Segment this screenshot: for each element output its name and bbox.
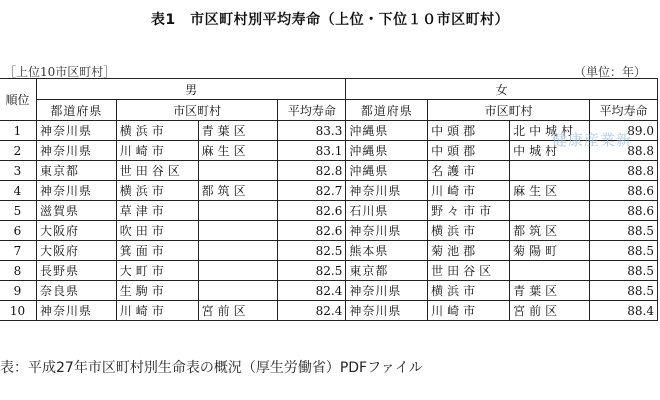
female-life-expectancy-cell: 88.5 [590,281,658,301]
male-life-expectancy-cell: 83.3 [278,121,346,141]
rank-cell: 1 [0,121,36,141]
rank-cell: 3 [0,161,36,181]
male-life-expectancy-cell: 82.4 [278,281,346,301]
female-prefecture-cell: 神奈川県 [346,181,428,201]
male-prefecture-cell: 神奈川県 [36,181,116,201]
female-city-cell: 野々市市 [428,201,510,221]
rank-cell: 10 [0,301,36,321]
male-ward-cell: 青葉区 [198,121,278,141]
female-life-expectancy-cell: 88.4 [590,301,658,321]
table-row [0,221,658,241]
male-life-expectancy-header: 平均寿命 [278,100,346,121]
male-prefecture-cell: 神奈川県 [36,141,116,161]
male-life-expectancy-cell: 82.8 [278,161,346,181]
female-ward-cell: 都筑区 [510,221,590,241]
rank-header: 順位 [0,79,36,121]
male-header: 男 [36,79,345,100]
male-prefecture-cell: 奈良県 [36,281,116,301]
female-prefecture-cell: 沖縄県 [346,141,428,161]
female-city-cell: 菊池郡 [428,241,510,261]
life-expectancy-table [0,78,658,321]
female-ward-cell [510,261,590,281]
male-life-expectancy-cell: 83.1 [278,141,346,161]
female-ward-cell: 中城村 [510,141,590,161]
male-city-cell: 川崎市 [116,301,198,321]
male-city-cell: 世田谷区 [116,161,198,181]
male-ward-cell [198,281,278,301]
female-prefecture-cell: 神奈川県 [346,301,428,321]
female-life-expectancy-cell: 88.6 [590,201,658,221]
male-ward-cell [198,261,278,281]
table-title: 表1 市区町村別平均寿命（上位・下位１０市区町村） [150,12,510,28]
male-prefecture-cell: 滋賀県 [36,201,116,221]
female-life-expectancy-cell: 88.5 [590,221,658,241]
female-city-cell: 横浜市 [428,221,510,241]
male-ward-cell: 麻生区 [198,141,278,161]
male-life-expectancy-cell: 82.5 [278,261,346,281]
female-city-cell: 中頭郡 [428,141,510,161]
female-prefecture-cell: 東京都 [346,261,428,281]
table-row [0,281,658,301]
female-prefecture-cell: 熊本県 [346,241,428,261]
male-prefecture-cell: 神奈川県 [36,301,116,321]
male-city-cell: 箕面市 [116,241,198,261]
female-ward-cell: 菊陽町 [510,241,590,261]
male-life-expectancy-cell: 82.6 [278,221,346,241]
female-ward-cell: 青葉区 [510,281,590,301]
rank-cell: 8 [0,261,36,281]
table-row [0,241,658,261]
rank-cell: 7 [0,241,36,261]
table-row [0,181,658,201]
female-life-expectancy-cell: 88.8 [590,161,658,181]
male-ward-cell [198,221,278,241]
male-ward-cell [198,201,278,221]
male-city-cell: 生駒市 [116,281,198,301]
rank-cell: 5 [0,201,36,221]
table-row [0,201,658,221]
female-city-cell: 名護市 [428,161,510,181]
unit-label: （単位：年） [573,65,646,79]
table-row [0,261,658,281]
table-row [0,161,658,181]
female-city-cell: 川崎市 [428,181,510,201]
male-ward-cell: 宮前区 [198,301,278,321]
rank-cell: 9 [0,281,36,301]
male-ward-cell [198,161,278,181]
female-life-expectancy-cell: 88.5 [590,241,658,261]
rank-cell: 6 [0,221,36,241]
female-city-cell: 川崎市 [428,301,510,321]
male-prefecture-header: 都道府県 [36,100,116,121]
male-city-cell: 草津市 [116,201,198,221]
female-life-expectancy-header: 平均寿命 [590,100,658,121]
female-life-expectancy-cell: 88.8 [590,141,658,161]
male-city-cell: 大町市 [116,261,198,281]
male-ward-cell: 都筑区 [198,181,278,201]
male-prefecture-cell: 大阪府 [36,241,116,261]
male-life-expectancy-cell: 82.5 [278,241,346,261]
male-life-expectancy-cell: 82.7 [278,181,346,201]
female-ward-cell: 宮前区 [510,301,590,321]
section-label: ［上位10市区町村］ [4,65,116,79]
rank-cell: 4 [0,181,36,201]
female-municipality-header: 市区町村 [428,100,590,121]
male-life-expectancy-cell: 82.4 [278,301,346,321]
female-ward-cell: 北中城村 [510,121,590,141]
female-prefecture-cell: 沖縄県 [346,161,428,181]
female-ward-cell [510,161,590,181]
table-row [0,301,658,321]
female-header: 女 [346,79,658,100]
male-prefecture-cell: 東京都 [36,161,116,181]
female-city-cell: 中頭郡 [428,121,510,141]
male-prefecture-cell: 大阪府 [36,221,116,241]
female-prefecture-cell: 沖縄県 [346,121,428,141]
female-life-expectancy-cell: 89.0 [590,121,658,141]
female-city-cell: 横浜市 [428,281,510,301]
male-city-cell: 吹田市 [116,221,198,241]
male-life-expectancy-cell: 82.6 [278,201,346,221]
watermark: 健康産業新 [552,131,633,149]
female-city-cell: 世田谷区 [428,261,510,281]
female-prefecture-cell: 神奈川県 [346,221,428,241]
female-prefecture-header: 都道府県 [346,100,428,121]
rank-cell: 2 [0,141,36,161]
female-life-expectancy-cell: 88.6 [590,181,658,201]
female-life-expectancy-cell: 88.5 [590,261,658,281]
female-ward-cell [510,201,590,221]
male-city-cell: 横浜市 [116,181,198,201]
female-prefecture-cell: 石川県 [346,201,428,221]
male-city-cell: 横浜市 [116,121,198,141]
male-prefecture-cell: 神奈川県 [36,121,116,141]
male-municipality-header: 市区町村 [116,100,278,121]
female-prefecture-cell: 神奈川県 [346,281,428,301]
male-ward-cell [198,241,278,261]
female-ward-cell: 麻生区 [510,181,590,201]
male-prefecture-cell: 長野県 [36,261,116,281]
source-caption: 表：平成27年市区町村別生命表の概況（厚生労働省）PDFファイル [0,360,423,376]
male-city-cell: 川崎市 [116,141,198,161]
